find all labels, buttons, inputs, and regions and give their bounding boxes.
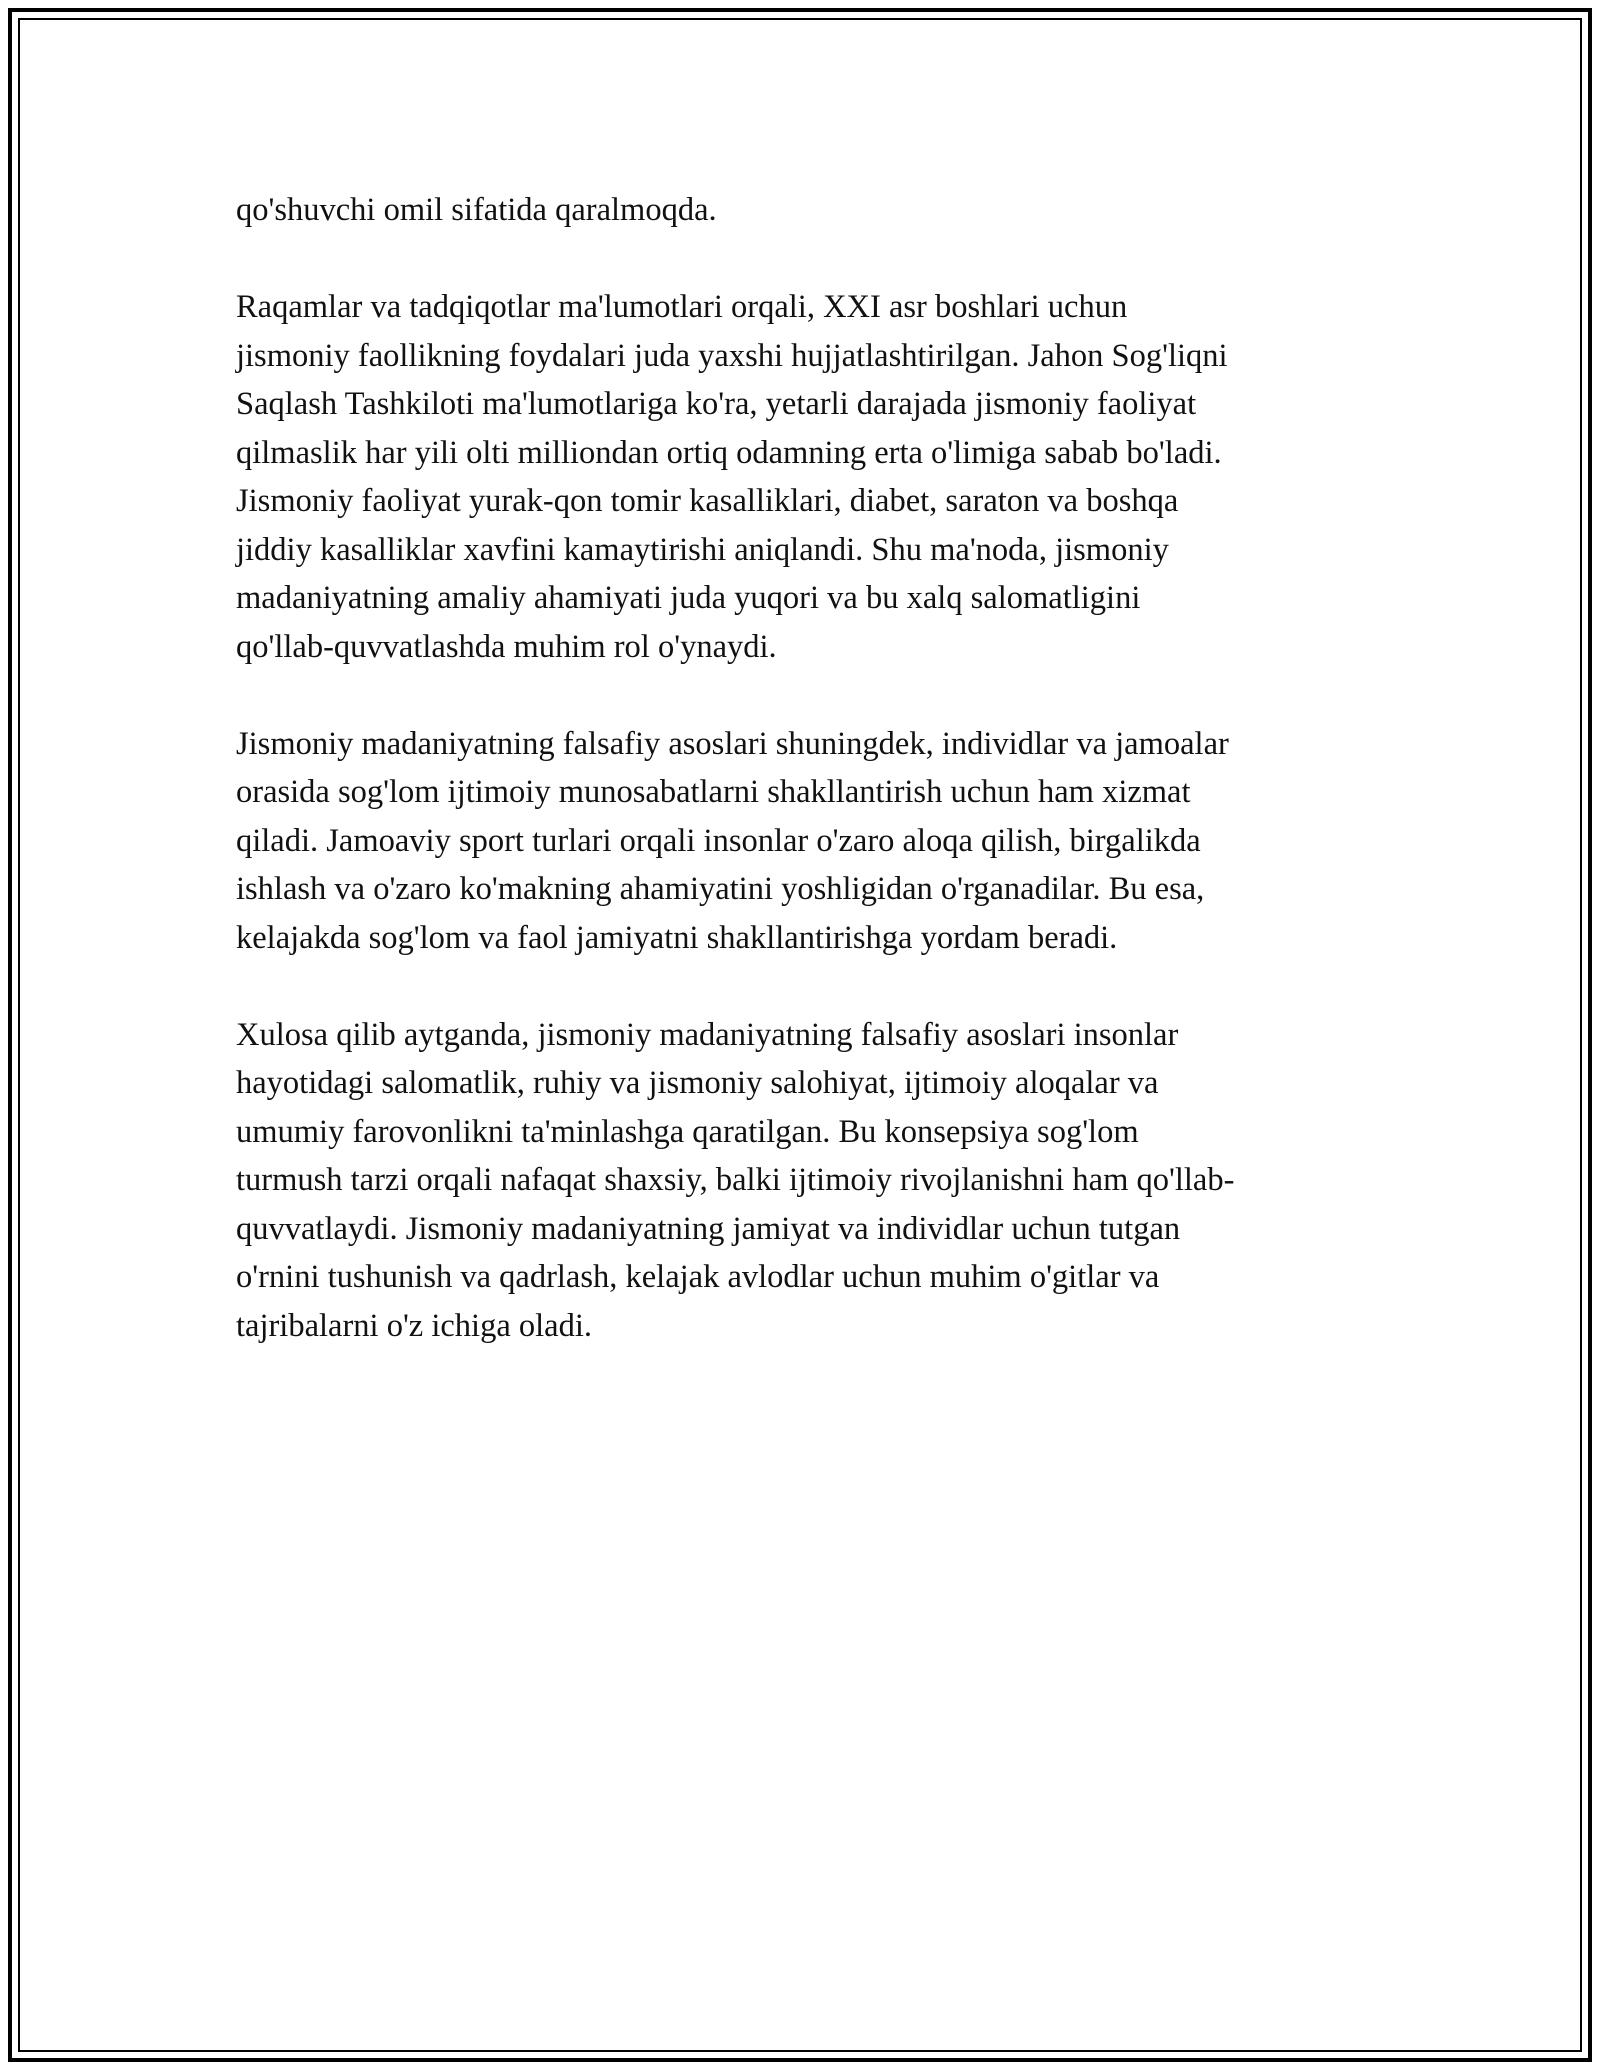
paragraph-continuation: qo'shuvchi omil sifatida qaralmoqda.: [236, 192, 717, 228]
paragraph-conclusion: Xulosa qilib aytganda, jismoniy madaniyatning falsafiy asoslari insonlar hayotidagi salomatlik, ruhiy va jismoniy salohiyat, ijtimoiy aloqalar va umumiy farovonlikni ta'minlashga qaratilgan. Bu konsepsiya sog'lom turmush tarzi orqali nafaqat shaxsiy, balki ijtimoiy rivojlanishni ham qo'llab- quvvatlaydi. Jismoniy madaniyatning jamiyat va individlar uchun tutgan o'rnini tushunish va qadrlash, kelajak avlodlar uchun muhim o'gitlar va tajribalarni o'z ichiga oladi.: [236, 1016, 1235, 1344]
document-body: [236, 186, 1386, 1399]
paragraph-social-relations: Jismoniy madaniyatning falsafiy asoslari shuningdek, individlar va jamoalar orasida sog'lom ijtimoiy munosabatlarni shakllantirish uchun ham xizmat qiladi. Jamoaviy sport turlari orqali insonlar o'zaro aloqa qilish, birgalikda ishlash va o'zaro ko'makning ahamiyatini yoshligidan o'rganadilar. Bu esa, kelajakda sog'lom va faol jamiyatni shakllantirishga yordam beradi.: [236, 725, 1229, 956]
paragraph-statistics: Raqamlar va tadqiqotlar ma'lumotlari orqali, XXI asr boshlari uchun jismoniy faollikning foydalari juda yaxshi hujjatlashtirilgan. Jahon Sog'liqni Saqlash Tashkiloti ma'lumotlariga ko'ra, yetarli darajada jismoniy faoliyat qilmaslik har yili olti milliondan ortiq odamning erta o'limiga sabab bo'ladi. Jismoniy faoliyat yurak-qon tomir kasalliklari, diabet, saraton va boshqa jiddiy kasalliklar xavfini kamaytirishi aniqlandi. Shu ma'noda, jismoniy madaniyatning amaliy ahamiyati juda yuqori va bu xalq salomatligini qo'llab-quvvatlashda muhim rol o'ynaydi.: [236, 289, 1228, 665]
